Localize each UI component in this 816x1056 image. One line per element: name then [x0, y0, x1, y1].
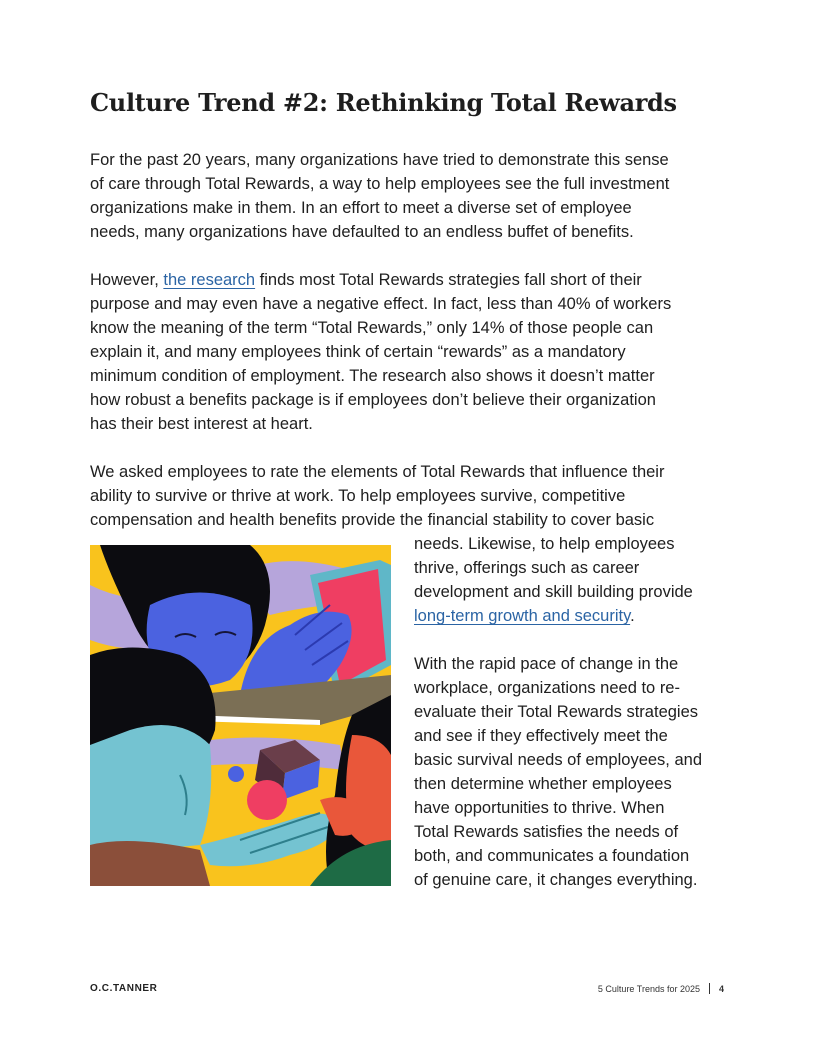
text-line: both, and communicates a foundation — [414, 847, 690, 865]
text-line: Total Rewards satisfies the needs of — [414, 823, 679, 841]
growth-security-link[interactable]: long-term growth and security — [414, 607, 631, 625]
text-line: We asked employees to rate the elements of Total Rewards that influence their — [90, 463, 665, 481]
text-line: organizations make in them. In an effort to meet a diverse set of employee — [90, 199, 632, 217]
text-line: needs. Likewise, to help employees — [414, 535, 675, 553]
footer-divider — [709, 983, 710, 994]
paragraph-intro — [90, 148, 730, 244]
document-title: 5 Culture Trends for 2025 — [597, 983, 700, 994]
text-line: and see if they effectively meet the — [414, 727, 668, 745]
text-line: evaluate their Total Rewards strategies — [414, 703, 699, 721]
text-line: For the past 20 years, many organizations have tried to demonstrate this sense — [90, 151, 669, 169]
paragraph-research — [90, 268, 730, 436]
text-line: ability to survive or thrive at work. To help employees survive, competitive — [90, 487, 626, 505]
text-line: know the meaning of the term “Total Rewards,” only 14% of those people can — [90, 319, 654, 337]
text-line: of care through Total Rewards, a way to help employees see the full investment — [90, 175, 670, 193]
text-line: then determine whether employees — [414, 775, 672, 793]
text-line: has their best interest at heart. — [90, 415, 313, 433]
paragraph-survey-continued — [414, 532, 734, 628]
people-illustration — [90, 545, 391, 886]
text-line: explain it, and many employees think of certain “rewards” as a mandatory — [90, 343, 626, 361]
company-logo: O.C.TANNER — [90, 983, 158, 994]
text-line — [414, 604, 734, 628]
page-footer — [598, 983, 724, 994]
text-line: basic survival needs of employees, and — [414, 751, 702, 769]
text-line: compensation and health benefits provide the financial stability to cover basic — [90, 511, 655, 529]
text-line: thrive, offerings such as career — [414, 559, 640, 577]
research-link[interactable]: the research — [163, 271, 256, 289]
text-line: of genuine care, it changes everything. — [414, 871, 698, 889]
text-line: have opportunities to thrive. When — [414, 799, 665, 817]
page-title: Culture Trend #2: Rethinking Total Rewards — [90, 88, 677, 117]
paragraph-conclusion — [414, 652, 734, 892]
text-line: needs, many organizations have defaulted to an endless buffet of benefits. — [90, 223, 634, 241]
text-line: With the rapid pace of change in the — [414, 655, 679, 673]
text-line: purpose and may even have a negative effect. In fact, less than 40% of workers — [90, 295, 672, 313]
paragraph-survey — [90, 460, 730, 532]
text-line — [90, 268, 730, 292]
text-fragment: . — [630, 607, 635, 625]
page-number: 4 — [718, 983, 724, 994]
text-fragment: However, — [90, 271, 164, 289]
text-line: development and skill building provide — [414, 583, 693, 601]
text-fragment: finds most Total Rewards strategies fall short of their — [255, 271, 642, 289]
text-line: minimum condition of employment. The research also shows it doesn’t matter — [90, 367, 655, 385]
text-line: how robust a benefits package is if employees don’t believe their organization — [90, 391, 656, 409]
text-line: workplace, organizations need to re- — [414, 679, 680, 697]
